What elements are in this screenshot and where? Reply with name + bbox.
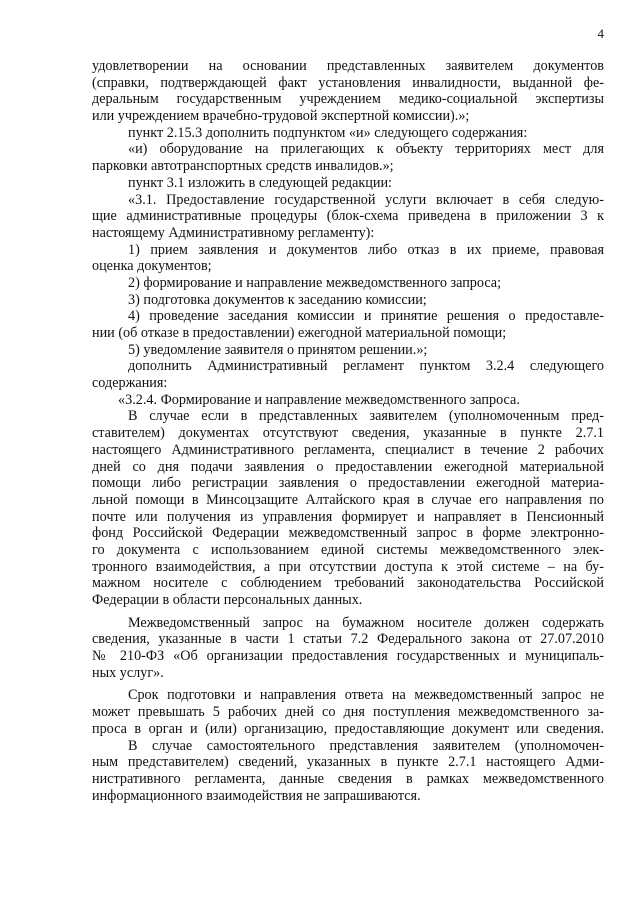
text-line: пункт 2.15.3 дополнить подпунктом «и» следующего содержания: <box>128 124 528 141</box>
text-line: настоящему Административному регламенту): <box>92 224 375 241</box>
text-line: проса в орган и (или) организацию, предоставляющие документ или сведения. <box>92 720 604 737</box>
text-line: дней со дня подачи заявления о предоставлении ежегодной материальной <box>92 458 604 475</box>
text-line: деральным государственным учреждением медико-социальной экспертизы <box>92 91 604 108</box>
text-line: оценка документов; <box>92 258 212 275</box>
text-line: ставителем) документах отсутствуют сведения, указанные в пункте 2.7.1 <box>92 425 604 442</box>
page-number: 4 <box>597 26 604 41</box>
text-line: тронного взаимодействия, а при отсутствии доступа к этой системе – на бу- <box>92 558 604 575</box>
text-line: В случае если в представленных заявителем (уполномоченным пред- <box>128 408 604 425</box>
text-line: щие административные процедуры (блок-схема приведена в приложении 3 к <box>92 208 604 225</box>
text-line: льной помощи в Минсоцзащите Алтайского края в случае его направления по <box>92 491 604 508</box>
text-line: 5) уведомление заявителя о принятом решении.»; <box>128 341 428 358</box>
text-line: ным представителем) сведений, указанных в пункте 2.7.1 настоящего Адми- <box>92 754 604 771</box>
text-line: нии (об отказе в предоставлении) ежегодной материальной помощи; <box>92 325 507 341</box>
text-line: помощи либо регистрации заявления о предоставлении ежегодной материа- <box>92 475 604 492</box>
text-line: Срок подготовки и направления ответа на межведомственный запрос не <box>128 687 604 704</box>
text-line: го документа с использованием единой системы межведомственного элек- <box>92 541 604 558</box>
text-line: может превышать 5 рабочих дней со дня поступления межведомственного за- <box>92 704 604 721</box>
text-line: содержания: <box>92 375 168 392</box>
text-line: Межведомственный запрос на бумажном носителе должен содержать <box>128 614 604 631</box>
text-line: № 210-ФЗ «Об организации предоставления государственных и муниципаль- <box>92 648 604 665</box>
text-line: В случае самостоятельного представления заявителем (уполномочен- <box>128 737 604 754</box>
text-line: дополнить Административный регламент пунктом 3.2.4 следующего <box>128 358 604 375</box>
text-line: парковки автотранспортных средств инвалидов.»; <box>92 158 394 175</box>
text-line: настоящего Административного регламента, специалист в течение 2 рабочих <box>92 441 604 458</box>
text-line: ных услуг». <box>92 664 164 681</box>
text-line: «3.1. Предоставление государственной услуги включает в себя следую- <box>128 191 604 208</box>
text-line: фонд Российской Федерации межведомственный запрос в форме электронно- <box>92 525 604 542</box>
text-line: «3.2.4. Формирование и направление межведомственного запроса. <box>118 391 520 408</box>
text-line: Федерации в области персональных данных. <box>92 592 363 608</box>
text-line: нистративного регламента, данные сведения в рамках межведомственного <box>92 770 604 787</box>
text-line: или учреждением врачебно-трудовой экспертной комиссии).»; <box>92 108 470 125</box>
text-line: 4) проведение заседания комиссии и принятие решения о предоставле- <box>128 308 604 325</box>
text-line: 1) прием заявления и документов либо отказ в их приеме, правовая <box>128 241 604 258</box>
text-line: (справки, подтверждающей факт установления инвалидности, выданной фе- <box>92 74 604 91</box>
text-line: удовлетворении на основании представленных заявителем документов <box>92 58 604 74</box>
text-line: мажном носителе с соблюдением требований законодательства Российской <box>92 575 604 592</box>
text-line: сведения, указанные в части 1 статьи 7.2 Федерального закона от 27.07.2010 <box>92 631 604 648</box>
text-line: 3) подготовка документов к заседанию комиссии; <box>128 291 427 308</box>
text-line: пункт 3.1 изложить в следующей редакции: <box>128 174 392 191</box>
text-line: «и) оборудование на прилегающих к объекту территориях мест для <box>128 141 604 158</box>
text-line: 2) формирование и направление межведомственного запроса; <box>128 274 502 291</box>
text-line: почте или получения из управления формирует и направляет в Пенсионный <box>92 508 604 525</box>
document-body <box>92 58 604 804</box>
text-line: информационного взаимодействия не запрашиваются. <box>92 787 421 804</box>
